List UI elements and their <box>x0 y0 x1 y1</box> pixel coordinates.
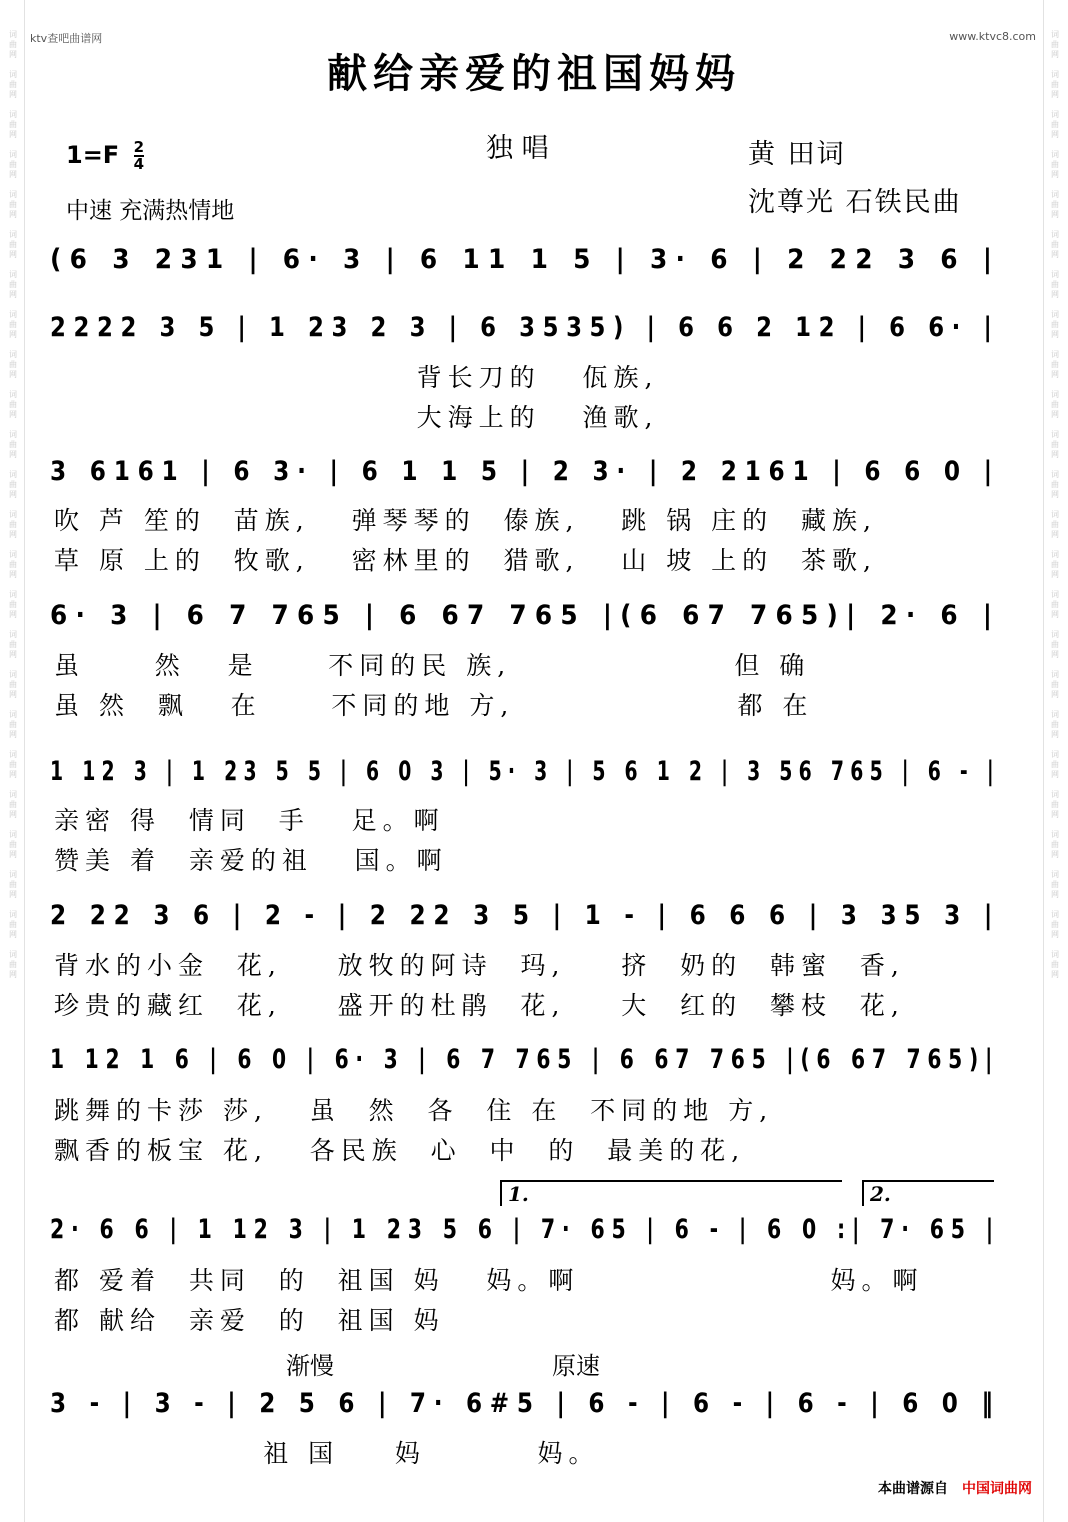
lyric-line: 珍贵的藏红 花, 盛开的杜鹃 花, 大 红的 攀枝 花, <box>54 991 905 1020</box>
notation-line: 3 - | 3 - | 2 5 6 | 7· 6#5 | 6 - | 6 - | 6 - | 6 0 ‖ <box>50 1388 1001 1419</box>
left-divider <box>24 0 25 1522</box>
lyric-line: 都 爱着 共同 的 祖国 妈 妈。啊 妈。啊 <box>54 1266 924 1295</box>
notation-line: 2 22 3 6 | 2 - | 2 22 3 5 | 1 - | 6 6 6 | 3 35 3 | <box>50 900 1001 931</box>
lyricist: 黄 田词 <box>748 139 846 170</box>
volta-second-ending <box>862 1180 994 1206</box>
notation-line: 3 6161 | 6 3· | 6 1 1 5 | 2 3· | 2 2161 | 6 6 0 | <box>50 456 1000 487</box>
score-system <box>50 1210 1000 1270</box>
lyric-line: 草 原 上的 牧歌, 密林里的 猎歌, 山 坡 上的 茶歌, <box>54 546 877 575</box>
score-system <box>50 452 1000 512</box>
lyric-line: 祖 国 妈 妈。 <box>54 1439 600 1468</box>
tempo-a-tempo: 原速 <box>552 1352 600 1380</box>
notation-line: 6· 3 | 6 7 765 | 6 67 765 |(6 67 765)| 2· 6 | <box>50 600 1001 631</box>
notation-line: 1 12 1 6 | 6 0 | 6· 3 | 6 7 765 | 6 67 765 |(6 67 765)| <box>50 1044 1000 1075</box>
score-system <box>50 896 1000 956</box>
score-system <box>50 308 1000 368</box>
lyric-line: 虽 然 是 不同的民 族, 但 确 <box>54 651 811 680</box>
watermark-left: ktv查吧曲谱网 <box>30 32 103 45</box>
score-system <box>50 1384 1000 1444</box>
volta-label: 1. <box>508 1182 529 1206</box>
right-divider <box>1043 0 1044 1522</box>
lyric-line: 虽 然 飘 在 不同的地 方, 都 在 <box>54 691 814 720</box>
watermark-right: www.ktvc8.com <box>949 30 1036 43</box>
lyric-line: 大海上的 渔歌, <box>54 403 659 432</box>
time-signature: $\frac{2}{4}$ <box>133 138 144 173</box>
right-watermark-strip: 词 曲 网 词 曲 网 词 曲 网 词 曲 网 词 曲 网 词 曲 网 词 曲 网 词 曲 网 词 曲 网 词 曲 网 词 曲 网 词 曲 网 词 曲 网 词 曲 网 词 曲 网 词 曲 网 词 曲 网 词 曲 网 词 曲 网 词 曲 网 词 曲 网 词 曲 网 词 曲 网 词 曲 网 <box>1051 30 1059 979</box>
lyric-line: 飘香的板宝 花, 各民族 心 中 的 最美的花, <box>54 1136 746 1165</box>
score-system <box>50 1040 1000 1100</box>
source-footer <box>878 1478 1032 1498</box>
notation-line: 2222 3 5 | 1 23 2 3 | 6 3535) | 6 6 2 12 | 6 6· | <box>50 312 1000 343</box>
key-signature: $1=F \frac{2}{4}$ <box>66 138 144 173</box>
lyric-line: 都 献给 亲爱 的 祖国 妈 <box>54 1306 445 1335</box>
lyric-line: 背长刀的 佤族, <box>54 363 659 392</box>
lyric-line: 跳舞的卡莎 莎, 虽 然 各 住 在 不同的地 方, <box>54 1096 774 1125</box>
song-title: 献给亲爱的祖国妈妈 <box>327 50 741 97</box>
lyric-line: 背水的小金 花, 放牧的阿诗 玛, 挤 奶的 韩蜜 香, <box>54 951 905 980</box>
score-system <box>50 752 1000 812</box>
score-system <box>50 596 1000 656</box>
notation-line: (6 3 231 | 6· 3 | 6 11 1 5 | 3· 6 | 2 22 3 6 | <box>50 244 1001 275</box>
source-label: 本曲谱源自 <box>878 1481 948 1497</box>
volta-first-ending <box>500 1180 842 1206</box>
notation-line: 2· 6 6 | 1 12 3 | 1 23 5 6 | 7· 65 | 6 - | 6 0 :| 7· 65 | <box>50 1214 1000 1245</box>
lyric-line: 吹 芦 笙的 苗族, 弹琴琴的 傣族, 跳 锅 庄的 藏族, <box>54 506 877 535</box>
notation-line: 1 12 3 | 1 23 5 5 | 6 0 3 | 5· 3 | 5 6 1 2 | 3 56 765 | 6 - | <box>50 756 1000 787</box>
left-watermark-strip: 词 曲 网 词 曲 网 词 曲 网 词 曲 网 词 曲 网 词 曲 网 词 曲 网 词 曲 网 词 曲 网 词 曲 网 词 曲 网 词 曲 网 词 曲 网 词 曲 网 词 曲 网 词 曲 网 词 曲 网 词 曲 网 词 曲 网 词 曲 网 词 曲 网 词 曲 网 词 曲 网 词 曲 网 <box>9 30 17 979</box>
tempo-marking: 中速 充满热情地 <box>66 198 235 224</box>
source-site: 中国词曲网 <box>962 1481 1032 1497</box>
performance-type: 独 唱 <box>486 133 549 164</box>
volta-label: 2. <box>870 1182 891 1206</box>
lyric-line: 赞美 着 亲爱的祖 国。啊 <box>54 846 448 875</box>
tempo-rit: 渐慢 <box>286 1352 334 1380</box>
composer: 沈尊光 石铁民曲 <box>748 187 962 218</box>
score-system <box>50 240 1000 300</box>
lyric-line: 亲密 得 情同 手 足。啊 <box>54 806 445 835</box>
